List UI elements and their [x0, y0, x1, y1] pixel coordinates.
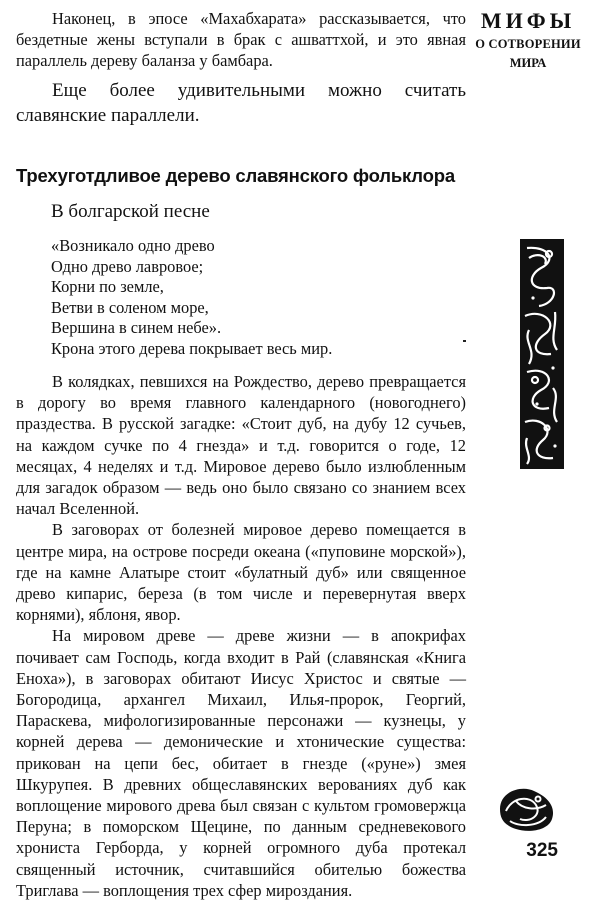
running-title — [472, 8, 584, 71]
verse-line: Ветви в соленом море, — [51, 297, 209, 317]
verse-line: Одно древо лавровое; — [51, 256, 204, 276]
verse-line: Корни по земле, — [51, 277, 164, 296]
verse-line: «Возникало одно древо — [51, 236, 215, 255]
verse-line: Вершина в синем небе». — [51, 318, 222, 337]
intro-block — [16, 8, 466, 128]
running-title-line1: МИФЫ — [480, 8, 576, 33]
carved-ornament-panel-icon — [519, 238, 565, 470]
body-paragraph-1: В колядках, певшихся на Рождество, дерево превращается в дорогу во время главного календарного (новогоднего) праздества. В русской загадке: «Стоит дуб, на дубу 12 сучьев, на каждом сучке по 4 гнезда» и т.д. говорится о годе, 12 месяцах, 4 неделях и т.д. Мировое дерево было излюбленным для загадок образом — ведь оно было связано со знанием всех начал Вселенной. — [16, 372, 466, 519]
carved-ornament-small-icon — [496, 783, 558, 835]
intro-paragraph-2: Еще более удивительными можно считать славянские параллели. — [16, 79, 466, 126]
running-title-line2: О СОТВОРЕНИИ — [475, 37, 581, 51]
running-title-line3: МИРА — [509, 56, 547, 70]
margin-mark — [463, 340, 466, 342]
body-paragraph-3: На мировом древе — древе жизни — в апокрифах почивает сам Господь, когда входит в Рай (славянская «Книга Еноха»), в заговорах обитают Иисус Христос и святые — Богородица, архангел Михаил, Илья-пророк, Георгий, Параскева, мифологизированные персонажи — кузнецы, у корней дерева — демонические и хтонические существа: прикован на цепи бес, обитает в гнезде («руне») змея Шкурупея. В древних общеславянских верованиях дуб как воплощение мирового древа был связан с культом громовержца Перуна; в поморском Щецине, по данным средневекового хрониста Герборда, у корней огромного дуба протекал священный источник, считавшийся обителью божества Триглава — воплощения трех сфер мироздания. — [16, 626, 466, 900]
intro-paragraph-1: Наконец, в эпосе «Махабхарата» рассказывается, что бездетные жены вступали в брак с ашваттхой, и это явная параллель дереву баланза у бамбара. — [16, 9, 466, 71]
page-number: 325 — [526, 840, 558, 861]
verse-line: Крона этого дерева покрывает весь мир. — [51, 338, 333, 358]
body-paragraph-2: В заговорах от болезней мировое дерево помещается в центре мира, на острове посреди океана («пуповине морской»), где на камне Алатыре стоит «булатный дуб» или священное древо кипарис, береза (в том числе и перевернутая вверх корнями), яблоня, явор. — [16, 520, 466, 625]
verse-block — [16, 236, 466, 359]
section — [16, 165, 466, 901]
section-heading: Трехуготдливое дерево славянского фольклора — [16, 165, 455, 186]
section-subheading: В болгарской песне — [51, 201, 210, 222]
